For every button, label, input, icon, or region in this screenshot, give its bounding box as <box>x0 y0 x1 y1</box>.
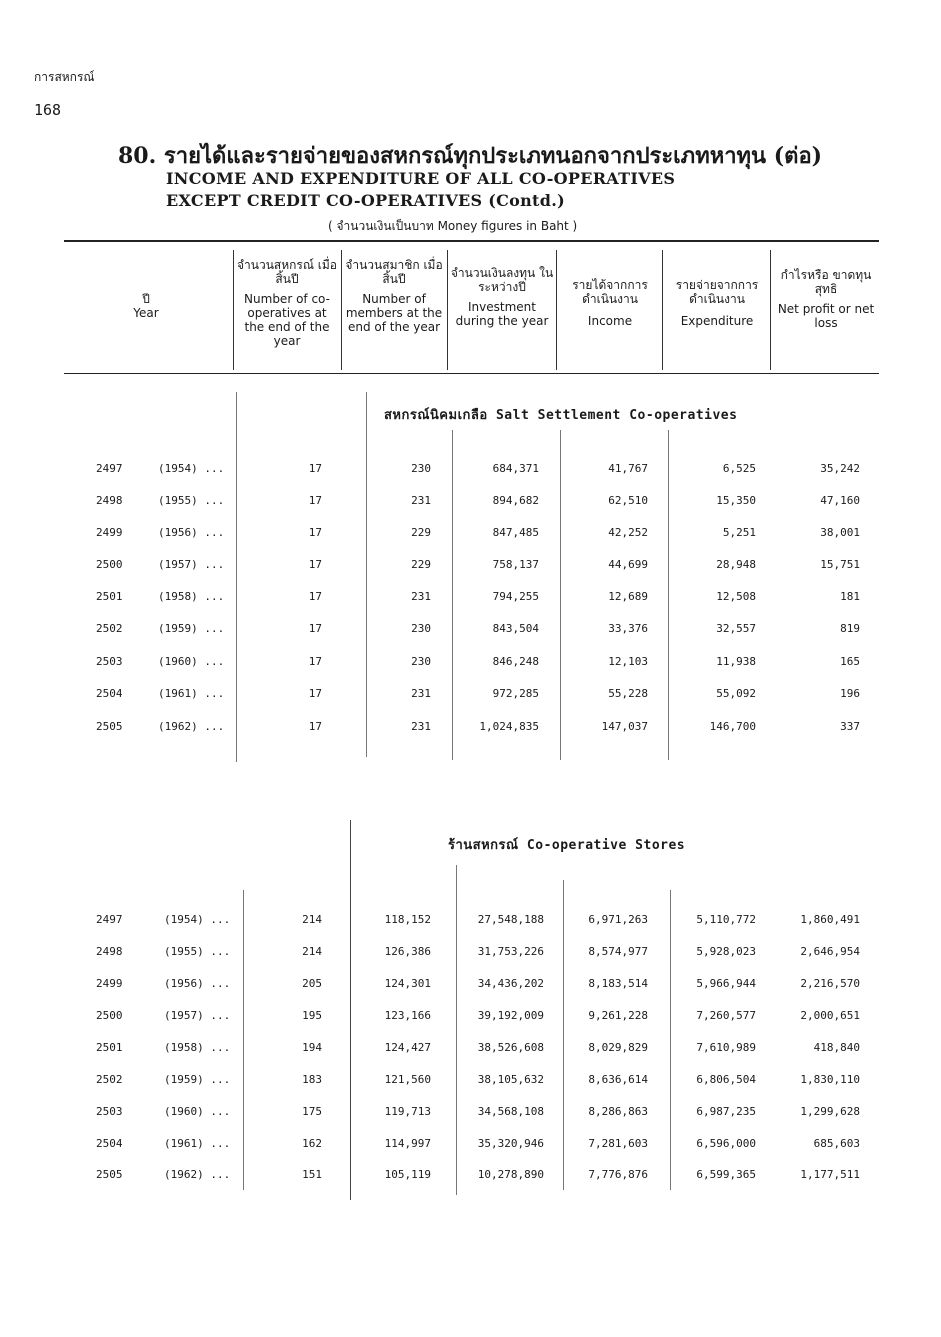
cell-income: 41,767 <box>608 462 648 475</box>
cell-net-profit: 685,603 <box>813 1137 860 1150</box>
cell-year-be: 2501 <box>96 1041 123 1054</box>
cell-members: 126,386 <box>384 945 431 958</box>
cell-cooperatives: 195 <box>302 1009 322 1022</box>
cell-income: 8,029,829 <box>588 1041 648 1054</box>
cell-cooperatives: 214 <box>302 913 322 926</box>
cell-year-ad: (1960) ... <box>164 1105 231 1118</box>
cell-members: 119,713 <box>384 1105 431 1118</box>
table-row <box>0 1105 941 1125</box>
section-title-cooperative-stores: ร้านสหกรณ์ Co-operative Stores <box>448 838 686 853</box>
cell-members: 124,427 <box>384 1041 431 1054</box>
cell-expenditure: 6,599,365 <box>696 1168 756 1181</box>
cell-year-ad: (1957) ... <box>164 1009 231 1022</box>
cell-expenditure: 5,251 <box>722 526 756 539</box>
cell-members: 229 <box>411 558 431 571</box>
cell-year-ad: (1958) ... <box>164 1041 231 1054</box>
cell-year-be: 2497 <box>96 462 123 475</box>
cell-investment: 894,682 <box>492 494 539 507</box>
cell-expenditure: 7,260,577 <box>696 1009 756 1022</box>
cell-year-be: 2501 <box>96 590 123 603</box>
table-title-english-line1: INCOME AND EXPENDITURE OF ALL CO-OPERATIVES <box>166 169 676 188</box>
cell-investment: 1,024,835 <box>479 720 539 733</box>
cell-net-profit: 418,840 <box>813 1041 860 1054</box>
table-row <box>0 913 941 933</box>
cell-cooperatives: 205 <box>302 977 322 990</box>
cell-expenditure: 15,350 <box>716 494 756 507</box>
table-row <box>0 977 941 997</box>
cell-cooperatives: 183 <box>302 1073 322 1086</box>
table-row <box>0 462 941 482</box>
cell-income: 33,376 <box>608 622 648 635</box>
cell-investment: 847,485 <box>492 526 539 539</box>
cell-investment: 10,278,890 <box>477 1168 544 1181</box>
column-header-year-thai: ปี <box>142 292 150 306</box>
column-header-members <box>344 258 444 334</box>
cell-expenditure: 5,110,772 <box>696 913 756 926</box>
cell-members: 124,301 <box>384 977 431 990</box>
cell-year-be: 2502 <box>96 1073 123 1086</box>
cell-cooperatives: 17 <box>308 590 322 603</box>
cell-net-profit: 165 <box>840 655 860 668</box>
cell-members: 231 <box>411 720 431 733</box>
cell-year-be: 2497 <box>96 913 123 926</box>
cell-income: 12,103 <box>608 655 648 668</box>
cell-year-ad: (1957) ... <box>158 558 225 571</box>
cell-cooperatives: 17 <box>308 687 322 700</box>
cell-year-be: 2500 <box>96 558 123 571</box>
table-row <box>0 720 941 740</box>
cell-net-profit: 38,001 <box>820 526 860 539</box>
cell-expenditure: 12,508 <box>716 590 756 603</box>
header-divider <box>233 250 234 370</box>
table-row <box>0 590 941 610</box>
cell-income: 8,286,863 <box>588 1105 648 1118</box>
cell-expenditure: 146,700 <box>709 720 756 733</box>
cell-year-ad: (1955) ... <box>158 494 225 507</box>
cell-expenditure: 11,938 <box>716 655 756 668</box>
header-bottom-rule <box>64 373 879 374</box>
column-header-year-english: Year <box>133 306 159 320</box>
cell-investment: 38,105,632 <box>477 1073 544 1086</box>
cell-income: 44,699 <box>608 558 648 571</box>
cell-cooperatives: 17 <box>308 558 322 571</box>
cell-investment: 34,568,108 <box>477 1105 544 1118</box>
cell-income: 12,689 <box>608 590 648 603</box>
cell-net-profit: 819 <box>840 622 860 635</box>
cell-expenditure: 7,610,989 <box>696 1041 756 1054</box>
cell-year-ad: (1958) ... <box>158 590 225 603</box>
cell-expenditure: 28,948 <box>716 558 756 571</box>
table-row <box>0 655 941 675</box>
cell-year-ad: (1961) ... <box>158 687 225 700</box>
cell-investment: 758,137 <box>492 558 539 571</box>
cell-investment: 972,285 <box>492 687 539 700</box>
cell-income: 42,252 <box>608 526 648 539</box>
table-row <box>0 1041 941 1061</box>
cell-net-profit: 2,000,651 <box>800 1009 860 1022</box>
cell-members: 230 <box>411 462 431 475</box>
cell-expenditure: 5,928,023 <box>696 945 756 958</box>
table-row <box>0 558 941 578</box>
table-row <box>0 622 941 642</box>
cell-net-profit: 47,160 <box>820 494 860 507</box>
cell-expenditure: 32,557 <box>716 622 756 635</box>
column-header-cooperatives-english: Number of co-operatives at the end of the year <box>244 292 330 348</box>
cell-investment: 34,436,202 <box>477 977 544 990</box>
cell-investment: 35,320,946 <box>477 1137 544 1150</box>
cell-year-be: 2498 <box>96 494 123 507</box>
cell-expenditure: 6,987,235 <box>696 1105 756 1118</box>
column-header-members-thai: จำนวนสมาชิก เมื่อสิ้นปี <box>345 258 443 286</box>
section-label: การสหกรณ์ <box>34 70 95 84</box>
cell-income: 8,183,514 <box>588 977 648 990</box>
cell-investment: 684,371 <box>492 462 539 475</box>
column-header-cooperatives <box>236 258 338 348</box>
cell-year-be: 2502 <box>96 622 123 635</box>
column-header-income-english: Income <box>587 314 633 328</box>
cell-members: 229 <box>411 526 431 539</box>
cell-cooperatives: 162 <box>302 1137 322 1150</box>
column-header-income-thai: รายได้จากการ ดำเนินงาน <box>572 278 648 306</box>
header-divider <box>556 250 557 370</box>
cell-year-be: 2505 <box>96 720 123 733</box>
cell-net-profit: 196 <box>840 687 860 700</box>
money-units-note: ( จำนวนเงินเป็นบาท Money figures in Baht ) <box>328 219 578 233</box>
cell-income: 8,636,614 <box>588 1073 648 1086</box>
cell-members: 230 <box>411 655 431 668</box>
cell-year-be: 2505 <box>96 1168 123 1181</box>
cell-net-profit: 1,860,491 <box>800 913 860 926</box>
table-row <box>0 1009 941 1029</box>
cell-year-ad: (1954) ... <box>164 913 231 926</box>
table-row <box>0 494 941 514</box>
cell-cooperatives: 175 <box>302 1105 322 1118</box>
cell-expenditure: 6,596,000 <box>696 1137 756 1150</box>
column-header-members-english: Number of members at the end of the year <box>345 292 443 334</box>
cell-cooperatives: 151 <box>302 1168 322 1181</box>
cell-income: 7,281,603 <box>588 1137 648 1150</box>
cell-members: 123,166 <box>384 1009 431 1022</box>
cell-members: 231 <box>411 590 431 603</box>
cell-year-ad: (1954) ... <box>158 462 225 475</box>
cell-year-ad: (1955) ... <box>164 945 231 958</box>
cell-cooperatives: 214 <box>302 945 322 958</box>
cell-year-ad: (1960) ... <box>158 655 225 668</box>
cell-expenditure: 55,092 <box>716 687 756 700</box>
cell-net-profit: 15,751 <box>820 558 860 571</box>
cell-cooperatives: 17 <box>308 655 322 668</box>
table-row <box>0 1168 941 1188</box>
cell-year-be: 2499 <box>96 977 123 990</box>
cell-income: 55,228 <box>608 687 648 700</box>
cell-net-profit: 337 <box>840 720 860 733</box>
cell-investment: 31,753,226 <box>477 945 544 958</box>
cell-expenditure: 6,806,504 <box>696 1073 756 1086</box>
column-header-expenditure <box>666 278 768 328</box>
cell-investment: 794,255 <box>492 590 539 603</box>
column-header-year <box>96 292 196 320</box>
cell-cooperatives: 17 <box>308 720 322 733</box>
column-header-net-profit-english: Net profit or net loss <box>777 302 875 330</box>
table-row <box>0 687 941 707</box>
cell-income: 62,510 <box>608 494 648 507</box>
cell-net-profit: 35,242 <box>820 462 860 475</box>
column-header-expenditure-thai: รายจ่ายจากการ ดำเนินงาน <box>675 278 759 306</box>
cell-cooperatives: 17 <box>308 526 322 539</box>
cell-investment: 39,192,009 <box>477 1009 544 1022</box>
header-divider <box>341 250 342 370</box>
cell-net-profit: 181 <box>840 590 860 603</box>
cell-net-profit: 1,299,628 <box>800 1105 860 1118</box>
cell-members: 114,997 <box>384 1137 431 1150</box>
cell-cooperatives: 17 <box>308 462 322 475</box>
cell-investment: 843,504 <box>492 622 539 635</box>
cell-income: 6,971,263 <box>588 913 648 926</box>
column-header-investment <box>450 266 554 328</box>
table-row <box>0 526 941 546</box>
cell-cooperatives: 17 <box>308 622 322 635</box>
cell-year-be: 2500 <box>96 1009 123 1022</box>
cell-expenditure: 6,525 <box>722 462 756 475</box>
column-header-net-profit <box>774 268 878 330</box>
column-header-net-profit-thai: กำไรหรือ ขาดทุนสุทธิ <box>780 268 872 296</box>
cell-investment: 846,248 <box>492 655 539 668</box>
header-top-rule <box>64 240 879 242</box>
cell-income: 8,574,977 <box>588 945 648 958</box>
cell-year-ad: (1962) ... <box>158 720 225 733</box>
cell-year-ad: (1959) ... <box>164 1073 231 1086</box>
cell-year-ad: (1956) ... <box>164 977 231 990</box>
column-header-investment-thai: จำนวนเงินลงทุน ในระหว่างปี <box>450 266 554 294</box>
cell-cooperatives: 17 <box>308 494 322 507</box>
cell-year-be: 2498 <box>96 945 123 958</box>
cell-year-be: 2503 <box>96 655 123 668</box>
cell-income: 7,776,876 <box>588 1168 648 1181</box>
table-row <box>0 1137 941 1157</box>
cell-investment: 38,526,608 <box>477 1041 544 1054</box>
cell-members: 118,152 <box>384 913 431 926</box>
column-header-cooperatives-thai: จำนวนสหกรณ์ เมื่อสิ้นปี <box>236 258 338 286</box>
cell-net-profit: 2,216,570 <box>800 977 860 990</box>
cell-members: 231 <box>411 494 431 507</box>
table-row <box>0 945 941 965</box>
column-header-income <box>560 278 660 328</box>
cell-cooperatives: 194 <box>302 1041 322 1054</box>
cell-net-profit: 2,646,954 <box>800 945 860 958</box>
page-number: 168 <box>34 101 62 119</box>
cell-members: 105,119 <box>384 1168 431 1181</box>
header-divider <box>447 250 448 370</box>
cell-members: 230 <box>411 622 431 635</box>
cell-members: 231 <box>411 687 431 700</box>
cell-year-ad: (1962) ... <box>164 1168 231 1181</box>
cell-year-be: 2504 <box>96 687 123 700</box>
cell-members: 121,560 <box>384 1073 431 1086</box>
column-header-investment-english: Investment during the year <box>455 300 549 328</box>
table-title-english-line2: EXCEPT CREDIT CO-OPERATIVES (Contd.) <box>166 191 565 210</box>
header-divider <box>770 250 771 370</box>
cell-year-ad: (1961) ... <box>164 1137 231 1150</box>
cell-net-profit: 1,830,110 <box>800 1073 860 1086</box>
cell-year-be: 2503 <box>96 1105 123 1118</box>
section-title-salt-settlement: สหกรณ์นิคมเกลือ Salt Settlement Co-operatives <box>384 408 738 423</box>
header-divider <box>662 250 663 370</box>
cell-expenditure: 5,966,944 <box>696 977 756 990</box>
cell-year-be: 2499 <box>96 526 123 539</box>
cell-investment: 27,548,188 <box>477 913 544 926</box>
cell-year-ad: (1956) ... <box>158 526 225 539</box>
cell-year-be: 2504 <box>96 1137 123 1150</box>
cell-income: 147,037 <box>601 720 648 733</box>
column-header-expenditure-english: Expenditure <box>680 314 754 328</box>
cell-year-ad: (1959) ... <box>158 622 225 635</box>
table-title-thai: 80. รายได้และรายจ่ายของสหกรณ์ทุกประเภทนอกจากประเภทหาทุน (ต่อ) <box>118 143 823 169</box>
table-row <box>0 1073 941 1093</box>
cell-income: 9,261,228 <box>588 1009 648 1022</box>
cell-net-profit: 1,177,511 <box>800 1168 860 1181</box>
